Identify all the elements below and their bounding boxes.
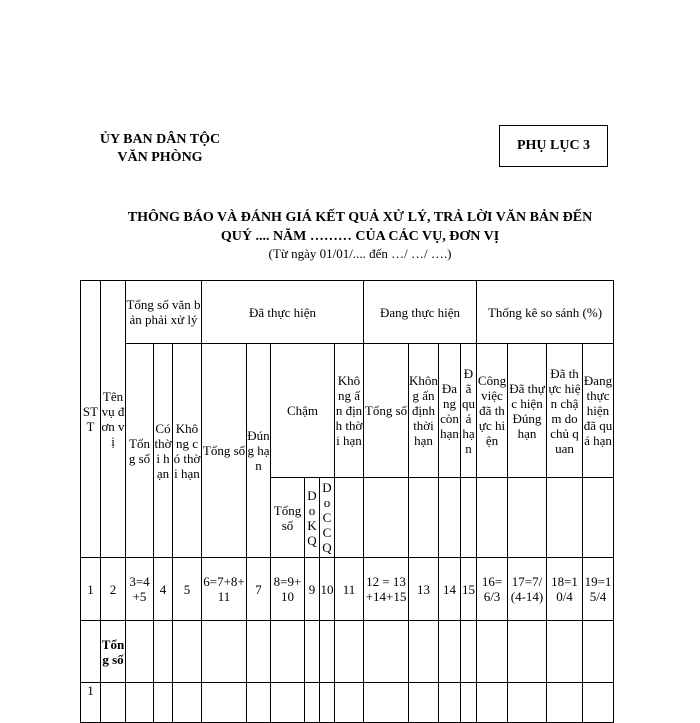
column-number: 7 xyxy=(247,558,271,621)
column-number: 14 xyxy=(439,558,461,621)
empty-cell xyxy=(409,683,439,723)
empty-cell xyxy=(202,683,247,723)
empty-cell xyxy=(247,621,271,683)
empty-cell xyxy=(320,683,335,723)
header-work-done: Công việc đã thực hiện xyxy=(477,344,508,478)
empty-cell xyxy=(335,478,364,558)
empty-cell xyxy=(409,478,439,558)
org-office: VĂN PHÒNG xyxy=(117,150,203,165)
column-number: 8=9+10 xyxy=(271,558,305,621)
title-line-2: QUÝ .... NĂM ……… CỦA CÁC VỤ, ĐƠN VỊ xyxy=(220,229,500,244)
header-still-in-time: Đang còn hạn xyxy=(439,344,461,478)
column-number: 19=15/4 xyxy=(583,558,614,621)
empty-cell xyxy=(271,621,305,683)
empty-cell xyxy=(364,478,409,558)
header-processing-total: Tổng số xyxy=(364,344,409,478)
column-number: 10 xyxy=(320,558,335,621)
column-number: 13 xyxy=(409,558,439,621)
empty-cell xyxy=(477,683,508,723)
empty-cell xyxy=(547,683,583,723)
empty-cell xyxy=(271,683,305,723)
row-stt: 1 xyxy=(81,683,101,723)
empty-cell xyxy=(583,478,614,558)
header-late-total: Tổng số xyxy=(271,478,305,558)
title-line-1: THÔNG BÁO VÀ ĐÁNH GIÁ KẾT QUẢ XỬ LÝ, TRẢ LỜI VĂN BẢN ĐẾN xyxy=(127,210,593,225)
header-no-deadline: Không có thời hạn xyxy=(173,344,202,558)
column-number: 16=6/3 xyxy=(477,558,508,621)
header-no-fixed-deadline: Không ấn định thời hạn xyxy=(335,344,364,478)
header-overdue: Đã quá hạn xyxy=(461,344,477,478)
empty-cell xyxy=(320,621,335,683)
empty-cell xyxy=(477,478,508,558)
empty-cell xyxy=(364,683,409,723)
date-range-subtitle: (Từ ngày 01/01/.... đến …/ …/ ….) xyxy=(268,246,452,261)
empty-cell xyxy=(508,621,547,683)
column-number-row xyxy=(81,558,614,621)
header-done-on-time: Đã thực hiện Đúng hạn xyxy=(508,344,547,478)
total-row-label: Tổng số xyxy=(101,621,126,683)
org-name: ỦY BAN DÂN TỘC xyxy=(99,132,221,147)
header-has-deadline: Có thời hạn xyxy=(154,344,173,558)
empty-cell xyxy=(81,621,101,683)
header-unit-name: Tên vụ đơn vị xyxy=(101,281,126,558)
header-processed: Đã thực hiện xyxy=(202,281,364,344)
header-due-to-ccq: Do CCQ xyxy=(320,478,335,558)
report-table xyxy=(80,280,614,723)
empty-cell xyxy=(173,683,202,723)
empty-cell xyxy=(202,621,247,683)
empty-cell xyxy=(547,621,583,683)
header-due-to-kq: Do KQ xyxy=(305,478,320,558)
column-number: 15 xyxy=(461,558,477,621)
empty-cell xyxy=(305,683,320,723)
empty-cell xyxy=(461,478,477,558)
header-processing: Đang thực hiện xyxy=(364,281,477,344)
empty-cell xyxy=(477,621,508,683)
header-subtotal: Tổng số xyxy=(126,344,154,558)
empty-cell xyxy=(461,683,477,723)
empty-cell xyxy=(409,621,439,683)
total-row xyxy=(81,621,614,683)
header-comparison: Thống kê so sánh (%) xyxy=(477,281,614,344)
header-row-2 xyxy=(81,344,614,478)
header-late: Chậm xyxy=(271,344,335,478)
header-row-1 xyxy=(81,281,614,344)
data-row xyxy=(81,683,614,723)
column-number: 9 xyxy=(305,558,320,621)
column-number: 17=7/(4-14) xyxy=(508,558,547,621)
column-number: 2 xyxy=(101,558,126,621)
appendix-box xyxy=(499,125,608,167)
empty-cell xyxy=(508,478,547,558)
column-number: 1 xyxy=(81,558,101,621)
empty-cell xyxy=(305,621,320,683)
empty-cell xyxy=(335,683,364,723)
empty-cell xyxy=(508,683,547,723)
column-number: 11 xyxy=(335,558,364,621)
column-number: 6=7+8+11 xyxy=(202,558,247,621)
empty-cell xyxy=(154,683,173,723)
column-number: 3=4+5 xyxy=(126,558,154,621)
empty-cell xyxy=(126,683,154,723)
appendix-label: PHỤ LỤC 3 xyxy=(516,138,591,153)
empty-cell xyxy=(364,621,409,683)
empty-cell xyxy=(583,621,614,683)
empty-cell xyxy=(583,683,614,723)
empty-cell xyxy=(461,621,477,683)
empty-cell xyxy=(439,683,461,723)
header-stt: STT xyxy=(81,281,101,558)
header-processing-no-deadline: Không ấn định thời hạn xyxy=(409,344,439,478)
empty-cell xyxy=(126,621,154,683)
column-number: 5 xyxy=(173,558,202,621)
header-on-time: Đúng hạn xyxy=(247,344,271,558)
column-number: 4 xyxy=(154,558,173,621)
empty-cell xyxy=(173,621,202,683)
document-title xyxy=(60,208,660,246)
column-number: 12 = 13+14+15 xyxy=(364,558,409,621)
empty-cell xyxy=(154,621,173,683)
empty-cell xyxy=(547,478,583,558)
header-total-to-process: Tổng số văn bản phải xử lý xyxy=(126,281,202,344)
empty-cell xyxy=(247,683,271,723)
issuing-organization xyxy=(60,131,260,167)
column-number: 18=10/4 xyxy=(547,558,583,621)
header-in-progress-overdue: Đang thực hiện đã quá hạn xyxy=(583,344,614,478)
empty-cell xyxy=(439,621,461,683)
header-processed-total: Tổng số xyxy=(202,344,247,558)
empty-cell xyxy=(335,621,364,683)
header-done-late: Đã thực hiện chậm do chủ quan xyxy=(547,344,583,478)
empty-cell xyxy=(101,683,126,723)
empty-cell xyxy=(439,478,461,558)
